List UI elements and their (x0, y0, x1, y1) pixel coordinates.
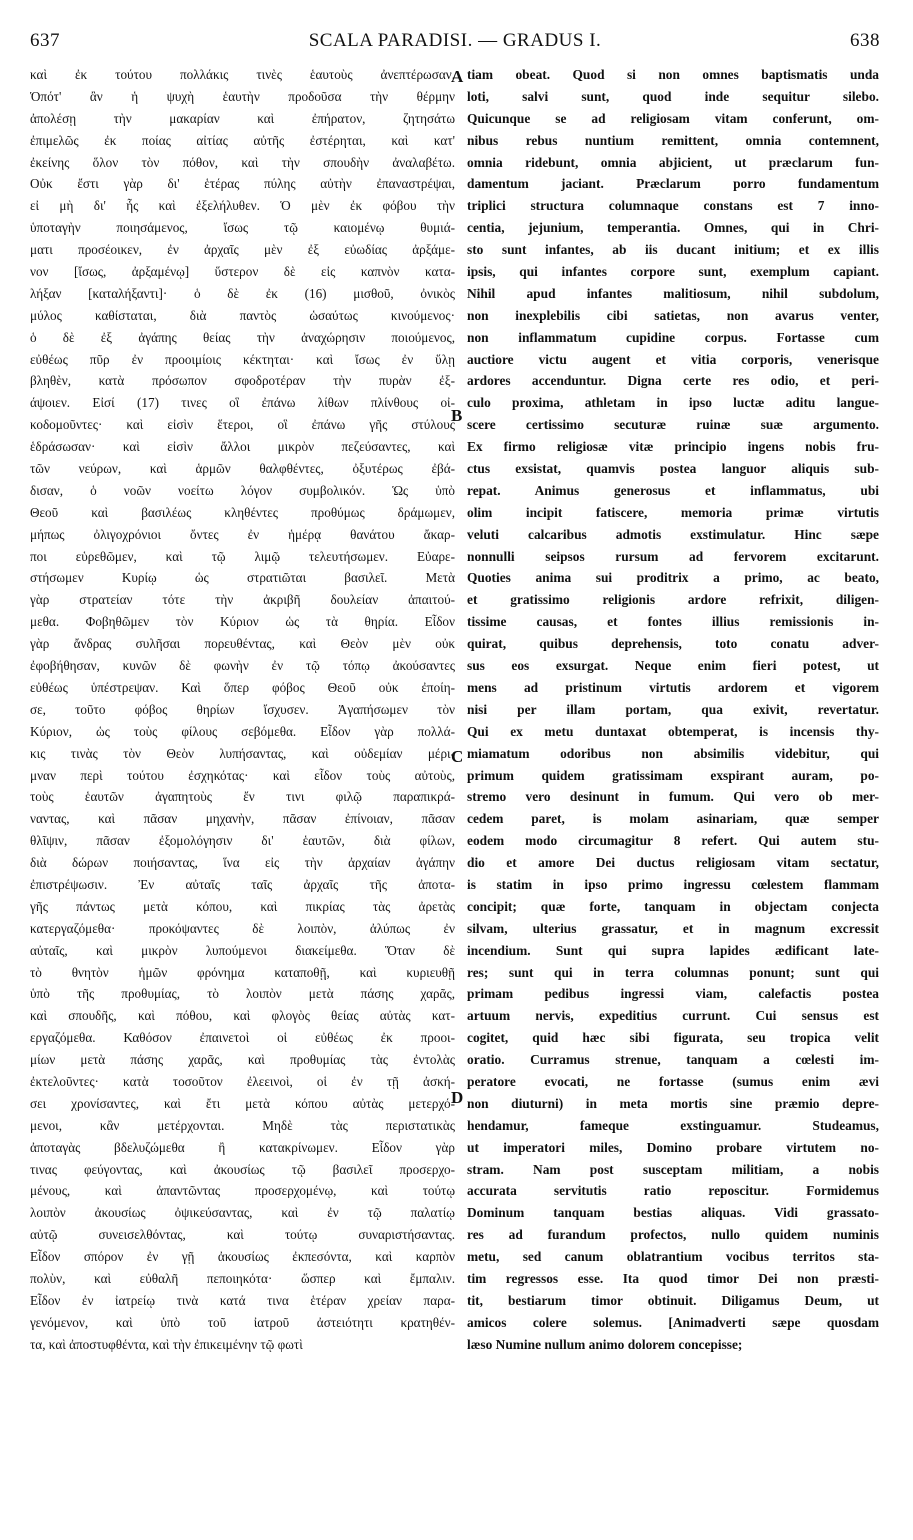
greek-text-line: τα, καὶ ἀποστυφθέντα, καὶ τὴν ἐπικειμένην τῷ φωτὶ (30, 1336, 303, 1352)
latin-text-line: ctus exsistat, quamvis postea languor aliquis sub- (467, 461, 879, 477)
greek-text-line: μίων μετὰ πάσης χαρᾶς, καὶ προθυμίας τὰς ἐντολὰς (30, 1052, 455, 1068)
latin-text-line: ipsis, qui infantes corpore sunt, exemplum capiant. (467, 264, 879, 280)
page-number-left: 637 (30, 30, 60, 51)
greek-text-line: ἐπιστρέψωσιν. Ἐν αὐταῖς ταῖς ἀρχαῖς τῆς ἀποτα- (30, 876, 455, 892)
latin-text-line: tissime causas, et fontes illius remissionis in- (467, 614, 879, 630)
page-number-right: 638 (850, 30, 880, 51)
latin-text-line: accurata servitutis ratio reposcitur. Formidemus (467, 1183, 879, 1199)
latin-text-line: stremo vero desinunt in fumum. Qui vero ob mer- (467, 789, 879, 805)
latin-text-line: sus eos exsurgat. Neque enim fieri potest, ut (467, 658, 879, 674)
greek-text-line: τὸ θνητὸν ἡμῶν φρόνημα καταποθῇ, καὶ κυριευθῇ (30, 964, 455, 980)
greek-text-line: μένους, καὶ ἀπαντῶντας προσερχομένῳ, καὶ τούτῳ (30, 1183, 455, 1199)
latin-text-line: auctiore victu augent et vitia corporis, venerisque (467, 351, 879, 367)
latin-text-line: metu, sed canum oblatrantium vocibus territos sta- (467, 1249, 879, 1265)
greek-text-line: ὑποταγὴν ποιησάμενος, ἴσως τῷ καιομένῳ θυμιά- (30, 220, 455, 236)
latin-text-line: res; sunt qui in terra columnas ponunt; sunt qui (467, 964, 879, 980)
running-header (30, 30, 880, 58)
latin-text-line: damentum jaciant. Præclarum porro fundamentum (467, 176, 879, 192)
latin-text-line: nibus rebus nuntium remittent, omnia contemnent, (467, 132, 879, 148)
latin-text-line: peratore evocati, ne fortasse (sumus enim ævi (467, 1073, 879, 1089)
greek-text-line: ἐφοβήθησαν, κυνῶν δὲ φωνὴν ἐν τῷ τόπῳ ἀκούσαντες (30, 658, 455, 674)
greek-text-line: εὐθέως πῦρ ἐν προοιμίοις κέκτηται· καὶ ἴσως ἐν ὕλῃ (30, 351, 455, 367)
greek-text-line: ἐκείνης ὅλον τὸν πόθον, καὶ τὴν σπουδὴν ἀναλαβέτω. (30, 154, 455, 170)
latin-text-line: nisi per illam portam, qua exivit, revertatur. (467, 701, 879, 717)
greek-text-line: δισαν, ὁ νοῶν νοείτω λόγον συμβολικόν. Ὡς ὑπὸ (30, 482, 455, 498)
latin-text-line: repat. Animus generosus et inflammatus, ubi (467, 482, 879, 498)
greek-text-line: Εἶδον σπόρον ἐν γῇ ἀκουσίως ἐκπεσόντα, καὶ καρπὸν (30, 1249, 455, 1265)
greek-text-line: ποι εὑρεθῶμεν, καὶ τῷ λιμῷ τελευτήσωμεν. Εὐαρε- (30, 548, 455, 564)
latin-text-line: Dominum tanquam bestias aliquas. Vidi grassato- (467, 1205, 879, 1221)
latin-text-line: Ex firmo religiosæ vitæ principio ingens nobis fru- (467, 439, 879, 455)
greek-text-line: ἀπολέσῃ τὴν μακαρίαν καὶ ἐπήρατον, ζητησάτω (30, 110, 455, 126)
latin-text-line: amicos colere solemus. [Animadverti sæpe quosdam (467, 1314, 879, 1330)
latin-text-line: res ad furandum profectos, nullo quidem numinis (467, 1227, 879, 1243)
greek-text-line: ματι προσέοικεν, ἐν ἀρχαῖς μὲν ἐξ εὐωδίας ἀρξάμε- (30, 242, 455, 258)
latin-text-line: cedem paret, is molam asinariam, quæ semper (467, 811, 879, 827)
latin-text-line: et gratissimo religionis ardore refrixit, diligen- (467, 592, 879, 608)
greek-text-line: τῶν νεύρων, καὶ ἁρμῶν θαλφθέντες, ὀξυτέρως ἐβά- (30, 461, 455, 477)
greek-text-line: γενόμενον, καὶ ὑπὸ τοῦ ἰατροῦ ἀστειότητι κρατηθέν- (30, 1314, 455, 1330)
margin-marker-d: D (451, 1088, 464, 1107)
greek-text-line: κατεργαζόμεθα· προκόψαντες δὲ λοιπὸν, ἀλύπως ἐν (30, 920, 455, 936)
latin-text-line: silvam, ulterius grassatur, et in magnum excressit (467, 920, 879, 936)
latin-text-line: non diuturni) in meta mortis sine præmio depre- (467, 1095, 879, 1111)
latin-text-line: tiam obeat. Quod si non omnes baptismatis unda (467, 67, 879, 82)
latin-text-line: omnia ridebunt, omnia abjicient, ut præclarum fun- (467, 154, 879, 170)
greek-text-line: πολὺν, καὶ εὐθαλῆ πεποιηκότα· ὥσπερ καὶ ἔμπαλιν. (30, 1270, 455, 1286)
greek-text-line: αὐταῖς, καὶ μικρὸν λυπούμενοι διακείμεθα. Ὅταν δὲ (30, 942, 455, 958)
greek-text-line: σε, τοῦτο φόβος θηρίων ἴσχυσεν. Ἀγαπήσωμεν τὸν (30, 701, 455, 717)
greek-text-line: εργαζόμεθα. Καθόσον ἐπαινετοὶ οἱ εὐθέως ἐκ προοι- (30, 1030, 455, 1046)
greek-text-line: σει χρονίσαντες, καὶ ἔτι μετὰ κόπου αὐτὰς μετερχό- (30, 1095, 455, 1111)
latin-text-line: stram. Nam post susceptam militiam, a nobis (467, 1161, 879, 1177)
greek-text-line: μενοι, κἂν μετέρχονται. Μηδὲ τὰς περιστατικὰς (30, 1117, 455, 1133)
greek-text-line: εὐθέως ὑπέστρεψαν. Καὶ ὅπερ φόβος Θεοῦ οὐκ ἐποίη- (30, 679, 455, 695)
greek-text-line: διὰ δώρων ποιήσαντας, ἵνα εἰς τὴν ἀρχαίαν ἀγάπην (30, 855, 455, 871)
greek-text-line: γὰρ ἄνδρας συλῆσαι πορευθέντας, καὶ Θεὸν μὲν οὐκ (30, 636, 455, 652)
latin-text-line: scere certissimo secuturæ ruinæ suæ argumento. (467, 417, 879, 433)
margin-marker-b: B (451, 406, 463, 425)
greek-text-line: καὶ σπουδῆς, καὶ πόθου, καὶ φλογὸς θείας αὐτὰς κατ- (30, 1008, 455, 1024)
greek-text-line: αὐτῷ συνεισελθόντας, καὶ τούτῳ συναριστήσαντας. (30, 1227, 455, 1243)
latin-text-line: is statim in ipso primo ingressu cœlestem flammam (467, 876, 879, 892)
latin-text-line: ardores accenduntur. Digna certe res odio, et peri- (467, 373, 879, 389)
greek-text-line: θλῖψιν, πᾶσαν ἐξομολόγησιν δι' ἑαυτῶν, διὰ φίλων, (30, 833, 455, 849)
latin-text-line: eodem modo circumagitur 8 refert. Qui autem stu- (467, 833, 879, 849)
latin-text-line: Quicunque se ad religiosam vitam conferunt, om- (467, 110, 879, 126)
greek-text-line: λήξαν [καταλήξαντι]· ὁ δὲ ἐκ (16) μισθοῦ, ὀνικὸς (30, 285, 455, 301)
running-title: SCALA PARADISI. — GRADUS I. (308, 30, 602, 51)
latin-text-line: tim regressos esse. Ita quod timor Dei non præsti- (467, 1270, 879, 1286)
greek-text-line: τινας φεύγοντας, καὶ ἀκουσίως τῷ βασιλεῖ προσερχο- (30, 1161, 455, 1177)
greek-text-line: μναν περὶ τούτου ἐσχηκότας· καὶ εἶδον τοὺς αὐτοὺς, (30, 767, 455, 783)
latin-text-line: culo proxima, athletam in ipso luctæ aditu langue- (467, 395, 879, 411)
latin-text-line: quirat, quibus deprehensis, toto conatu adver- (467, 636, 879, 652)
greek-text-line: μήπως ὀλιγοχρόνιοι ὄντες ἐν ἡμέρᾳ θανάτου ἄκαρ- (30, 526, 455, 542)
greek-text-line: εἰ μὴ δι' ἧς καὶ ἐξελήλυθεν. Ὁ μὲν ἐκ φόβου τὴν (30, 198, 455, 214)
latin-text-line: veluti calcaribus admotis exstimulatur. Hinc sæpe (467, 526, 879, 542)
greek-text-line: Οὐκ ἔστι γὰρ δι' ἑτέρας πύλης αὐτὴν ἐπαναστρέψαι, (30, 176, 455, 192)
latin-text-line: non inexplebilis cibi satietas, non avarus venter, (467, 307, 879, 323)
greek-text-line: άψοιεν. Εἰσί (17) τινες οἳ ἐπάνω λίθων πλίνθους οἰ- (30, 395, 455, 411)
latin-text-line: olim incipit fatiscere, memoria primæ virtutis (467, 504, 879, 520)
greek-text-line: μεθα. Φοβηθῶμεν τὸν Κύριον ὡς τὰ θηρία. Εἶδον (30, 614, 455, 630)
latin-text-line: Quoties anima sui proditrix a primo, ac beato, (467, 570, 879, 586)
latin-text-line: primam pedibus ingressi viam, calefactis postea (467, 986, 879, 1002)
latin-text-line: nonnulli seipsos rursum ad fervorem excitarunt. (467, 548, 879, 564)
latin-text-line: primum quidem gratissimam exspirant auram, po- (467, 767, 879, 783)
latin-text-line: artuum nervis, expeditius currunt. Cui sensus est (467, 1008, 879, 1024)
greek-text-line: καὶ ἐκ τούτου πολλάκις τινὲς ἑαυτοὺς ἀνεπτέρωσαν. (30, 67, 455, 82)
greek-text-line: μύλος καθίσταται, διὰ παντὸς ὡσαύτως κινούμενος· (30, 307, 455, 323)
greek-text-line: ἀποταγὰς βδελυζώμεθα ἢ κατακρίνωμεν. Εἶδον γὰρ (30, 1139, 455, 1155)
greek-text-line: κις τινὰς τὸν Θεὸν λυπήσαντας, καὶ οὐδεμίαν μέρι- (30, 745, 455, 761)
greek-text-line: στήσωμεν Κυρίῳ ὡς στρατιῶται βασιλεῖ. Μετὰ (30, 570, 455, 586)
greek-text-line: βληθὲν, κατὰ πρόσωπον σφοδροτέραν τὴν πυρὰν ἐξ- (30, 373, 455, 389)
latin-text-line: oratio. Curramus strenue, tanquam a cœlesti im- (467, 1052, 879, 1068)
greek-text-line: Κύριον, ὡς τοὺς φίλους σεβόμεθα. Εἶδον γὰρ πολλά- (30, 723, 455, 739)
latin-text-line: sto sunt infantes, ab iis ducant initium; et ex illis (467, 242, 879, 258)
greek-text-line: ἐκτελοῦντες· κατὰ τοσοῦτον ἐλεεινοὶ, οἱ ἐν τῇ ἀσκή- (30, 1073, 455, 1089)
greek-text-line: κοδομοῦντες· καὶ εἰσὶν ἕτεροι, οἳ ἐπάνω γῆς στύλους (30, 417, 455, 433)
latin-text-line: loti, salvi sunt, quod inde sequitur silebo. (467, 88, 879, 104)
latin-text-line: incendium. Sunt qui supra lapides ædificant late- (467, 942, 879, 958)
latin-text-line: læso Numine nullum animo dolorem concepisse; (467, 1336, 743, 1352)
latin-text-line: Qui ex metu duntaxat obtemperat, is incensis thy- (467, 723, 879, 739)
greek-text-line: Θεοῦ καὶ βασιλέως κληθέντες προθύμως δράμωμεν, (30, 504, 455, 520)
greek-text-column (30, 64, 455, 1356)
latin-text-line: Nihil apud infantes malitiosum, nihil subdolum, (467, 285, 879, 301)
greek-text-line: ἐπιμελῶς ἐκ ποίας αἰτίας αὐτῆς ἐστέρηται, καὶ κατ' (30, 132, 455, 148)
latin-text-line: tit, bestiarum timor obtinuit. Diligamus Deum, ut (467, 1292, 879, 1308)
latin-text-line: non inflammatum cupidine corpus. Fortasse cum (467, 329, 879, 345)
latin-text-line: hendamur, fameque exstinguamur. Studeamus, (467, 1117, 879, 1133)
latin-text-line: concipit; quæ forte, tanquam in objectam conjecta (467, 898, 879, 914)
greek-text-line: ναντας, καὶ πᾶσαν μηχανὴν, πᾶσαν ἐπίνοιαν, πᾶσαν (30, 811, 455, 827)
margin-marker-a: A (451, 67, 464, 86)
greek-text-line: ὁ δὲ ἐξ ἀγάπης θείας τὴν ἀναχώρησιν ποιούμενος, (30, 329, 455, 345)
greek-text-line: ἑδράσωσαν· καὶ εἰσὶν ἄλλοι μικρὸν πεζεύσαντες, καὶ (30, 439, 455, 455)
latin-text-line: dio et amore Dei ductus religiosam vitam sectatur, (467, 855, 879, 871)
latin-text-line: mens ad pristinum virtutis ardorem et vigorem (467, 679, 879, 695)
greek-text-line: νον [ἴσως, ἀρξαμένῳ] ὕστερον δὲ εἰς καπνὸν κατα- (30, 264, 455, 280)
margin-marker-c: C (451, 747, 464, 766)
greek-text-line: ὑπὸ τῆς προθυμίας, τὸ λοιπὸν μετὰ πάσης χαρᾶς, (30, 986, 455, 1002)
greek-text-line: Ὁπότ' ἂν ἡ ψυχὴ ἑαυτὴν προδοῦσα τὴν θέρμην (30, 88, 455, 104)
latin-text-line: triplici structura columnaque constans est 7 inno- (467, 198, 879, 214)
latin-text-line: ut imperatori miles, Domino probare virtutem no- (467, 1139, 879, 1155)
latin-text-line: cogitet, quid hæc sibi figurata, seu tropica velit (467, 1030, 879, 1046)
greek-text-line: γὰρ στρατείαν τότε τὴν ἀκριβῆ δουλείαν ἀπαιτού- (30, 592, 455, 608)
latin-text-line: miamatum odoribus non absimilis videbitur, qui (467, 745, 879, 761)
greek-text-line: Εἶδον ἐν ἰατρείῳ τινὰ κατά τινα ἑτέραν χρείαν παρα- (30, 1292, 455, 1308)
greek-text-line: γῆς πάντως μετὰ κόπου, καὶ πικρίας τὰς ἀρετὰς (30, 898, 455, 914)
latin-text-line: centia, jejunium, temperantia. Omnes, qui in Chri- (467, 220, 879, 236)
latin-text-column (467, 64, 879, 1356)
greek-text-line: λοιπὸν ἀκουσίως ὀψικεύσαντας, καὶ ἐν τῷ παλατίῳ (30, 1205, 455, 1221)
greek-text-line: τοὺς ἑαυτῶν ἀγαπητοὺς ἔν τινι φιλῷ παραπικρά- (30, 789, 455, 805)
